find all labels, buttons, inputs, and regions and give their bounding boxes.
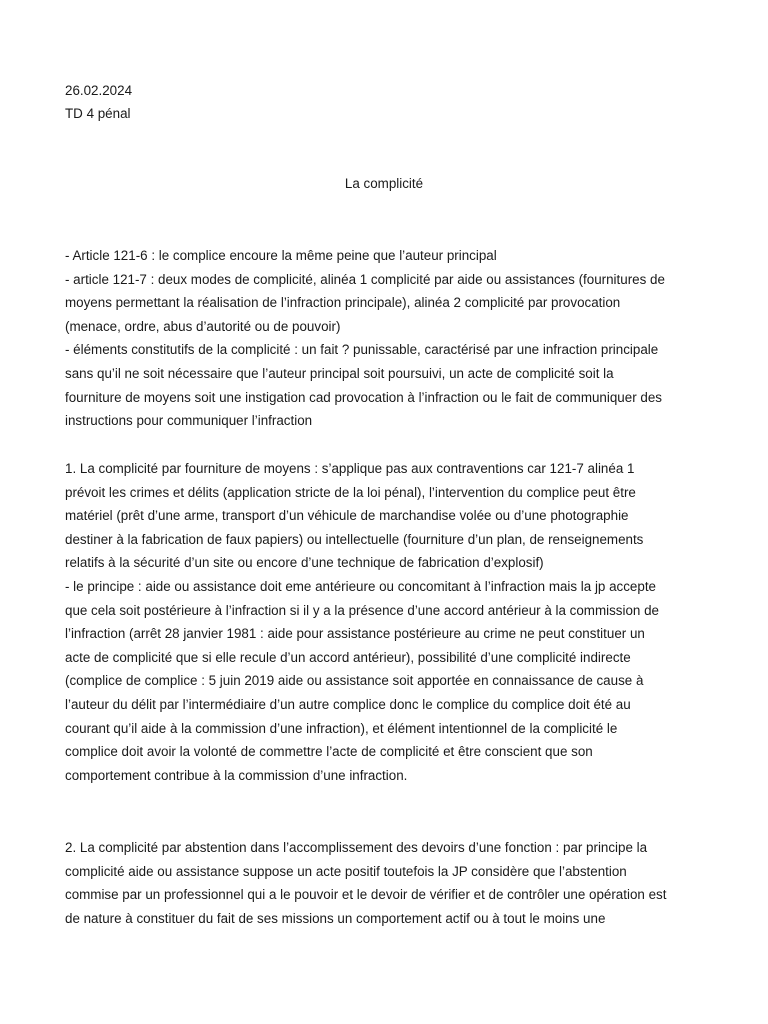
text-line: moyens permettant la réalisation de l’infraction principale), alinéa 2 complicité par provocation [65, 295, 621, 311]
document-date: 26.02.2024 [65, 83, 133, 98]
text-line: fourniture de moyens soit une instigation cad provocation à l’infraction ou le fait de communiquer des [65, 389, 662, 405]
text-line: de nature à constituer du fait de ses missions un comportement actif ou à tout le moins une [65, 910, 606, 926]
text-line: matériel (prêt d’une arme, transport d’un véhicule de marchandise volée ou d’une photographie [65, 508, 629, 524]
text-line: sans qu’il ne soit nécessaire que l’auteur principal soit poursuivi, un acte de complicité soit la [65, 365, 614, 381]
text-line: 1. La complicité par fourniture de moyens : s’applique pas aux contraventions car 121-7 alinéa 1 [65, 461, 635, 476]
text-line: - Article 121-6 : le complice encoure la même peine que l’auteur principal [65, 248, 497, 263]
document-title: La complicité [344, 176, 424, 191]
text-line: courant qu’il aide à la commission d’une infraction), et élément intentionnel de la complicité le [65, 720, 618, 736]
text-line: - le principe : aide ou assistance doit eme antérieure ou concomitant à l’infraction mais la jp accepte [65, 578, 656, 594]
text-line: 2. La complicité par abstention dans l’accomplissement des devoirs d’une fonction : par principe la [65, 840, 648, 855]
intro-paragraph [65, 248, 705, 437]
text-line: instructions pour communiquer l’infraction [65, 413, 313, 429]
text-line: l’auteur du délit par l’intermédiaire d’un autre complice donc le complice du complice doit été au [65, 696, 631, 712]
text-line: - éléments constitutifs de la complicité : un fait ? punissable, caractérisé par une infraction principale [65, 342, 659, 358]
text-line: (complice de complice : 5 juin 2019 aide ou assistance soit apportée en connaissance de cause à [65, 673, 644, 689]
text-line: l’infraction (arrêt 28 janvier 1981 : aide pour assistance postérieure au crime ne peut constituer un [65, 626, 645, 642]
text-line: relatifs à la sécurité d’un site ou encore d’une technique de fabrication d’explosif) [65, 555, 544, 571]
text-line: complice doit avoir la volonté de commettre l’acte de complicité et être conscient que son [65, 744, 593, 760]
text-line: destiner à la fabrication de faux papiers) ou intellectuelle (fourniture d’un plan, de renseignements [65, 531, 644, 547]
text-line: commise par un professionnel qui a le pouvoir et le devoir de vérifier et de contrôler une opération est [65, 887, 667, 903]
text-line: (menace, ordre, abus d’autorité ou de pouvoir) [65, 318, 341, 334]
text-line: - article 121-7 : deux modes de complicité, alinéa 1 complicité par aide ou assistances (fournitures de [65, 271, 665, 287]
section-1-paragraph [65, 461, 705, 791]
text-line: complicité aide ou assistance suppose un acte positif toutefois la JP considère que l’abstention [65, 863, 627, 879]
section-2-paragraph [65, 840, 705, 934]
text-line: que cela soit postérieure à l’infraction si il y a la présence d’une accord antérieur à la commission de [65, 602, 659, 618]
text-line: acte de complicité que si elle recule d’un accord antérieur), possibilité d’une complicité indirecte [65, 649, 631, 665]
text-line: prévoit les crimes et délits (application stricte de la loi pénal), l’intervention du complice peut être [65, 484, 636, 500]
text-line: comportement contribue à la commission d’une infraction. [65, 767, 408, 783]
course-title: TD 4 pénal [65, 106, 131, 121]
